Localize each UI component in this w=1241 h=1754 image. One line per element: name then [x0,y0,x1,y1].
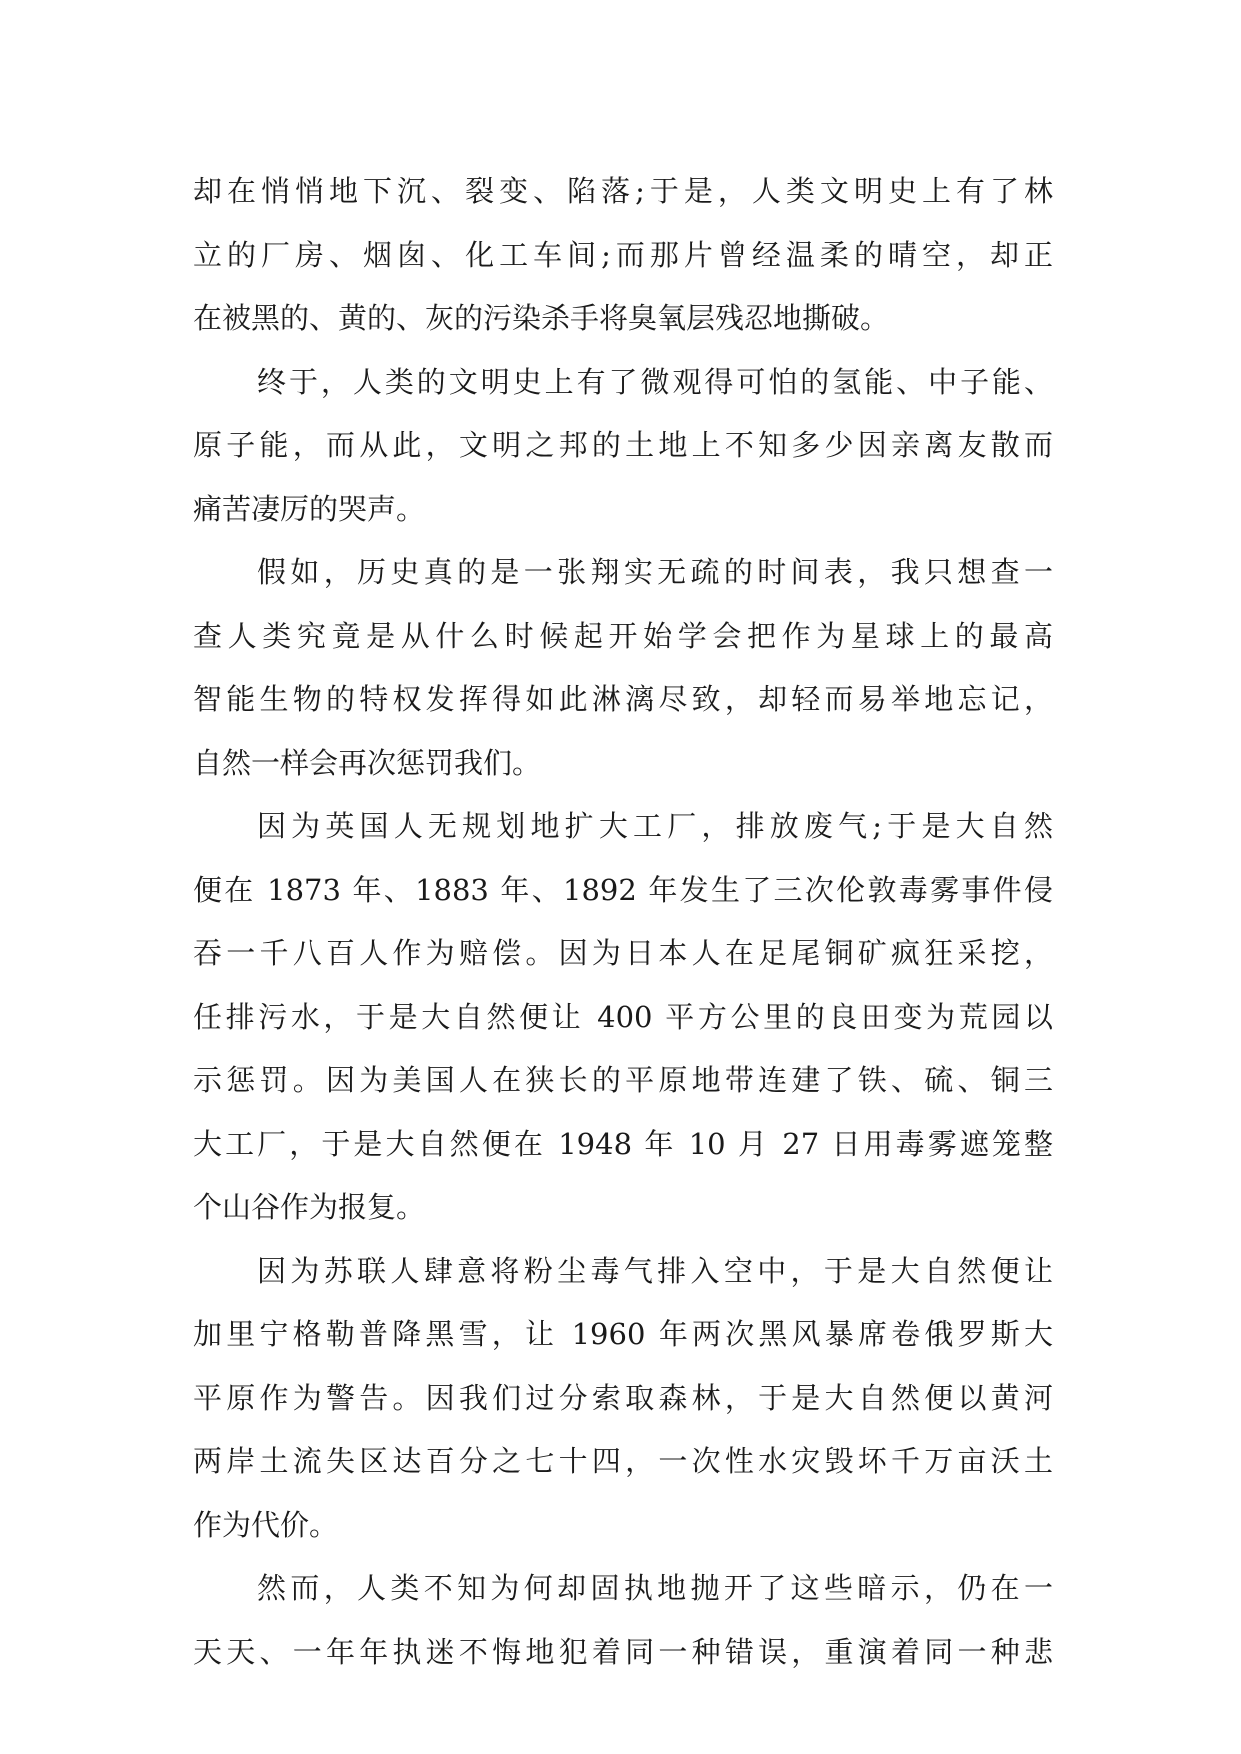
text-line: 平原作为警告。因我们过分索取森林，于是大自然便以黄河 [193,1380,1053,1415]
text-line: 天天、一年年执迷不悔地犯着同一种错误，重演着同一种悲 [193,1634,1053,1669]
text-line: 吞一千八百人作为赔偿。因为日本人在足尾铜矿疯狂采挖， [193,936,1053,970]
text-line: 立的厂房、烟囱、化工车间;而那片曾经温柔的晴空，却正 [193,237,1053,272]
text-line: 在被黑的、黄的、灰的污染杀手将臭氧层残忍地撕破。 [193,301,890,335]
text-line: 原子能，而从此，文明之邦的土地上不知多少因亲离友散而 [193,428,1053,462]
text-line: 痛苦凄厉的哭声。 [193,491,426,526]
text-line: 示惩罚。因为美国人在狭长的平原地带连建了铁、硫、铜三 [193,1063,1053,1097]
text-line: 任排污水，于是大自然便让 400 平方公里的良田变为荒园以 [193,999,1053,1034]
text-line: 自然一样会再次惩罚我们。 [193,745,542,780]
text-line: 终于，人类的文明史上有了微观得可怕的氢能、中子能、 [257,364,1053,399]
text-line: 因为英国人无规划地扩大工厂，排放废气;于是大自然 [257,809,1053,843]
text-line: 因为苏联人肆意将粉尘毒气排入空中，于是大自然便让 [257,1253,1053,1288]
text-line: 然而，人类不知为何却固执地抛开了这些暗示，仍在一 [257,1571,1053,1605]
text-line: 智能生物的特权发挥得如此淋漓尽致，却轻而易举地忘记， [193,682,1053,716]
text-line: 却在悄悄地下沉、裂变、陷落;于是，人类文明史上有了林 [193,174,1053,208]
text-line: 加里宁格勒普降黑雪，让 1960 年两次黑风暴席卷俄罗斯大 [193,1317,1053,1351]
text-line: 两岸土流失区达百分之七十四，一次性水灾毁坏千万亩沃土 [193,1444,1053,1478]
text-line: 作为代价。 [193,1507,339,1542]
document-body [193,160,1053,1684]
text-line: 假如，历史真的是一张翔实无疏的时间表，我只想查一 [257,555,1053,589]
text-line: 查人类究竟是从什么时候起开始学会把作为星球上的最高 [193,618,1053,653]
text-line: 便在 1873 年、1883 年、1892 年发生了三次伦敦毒雾事件侵 [193,872,1053,907]
text-line: 大工厂，于是大自然便在 1948 年 10 月 27 日用毒雾遮笼整 [193,1126,1053,1161]
text-line: 个山谷作为报复。 [193,1190,426,1224]
